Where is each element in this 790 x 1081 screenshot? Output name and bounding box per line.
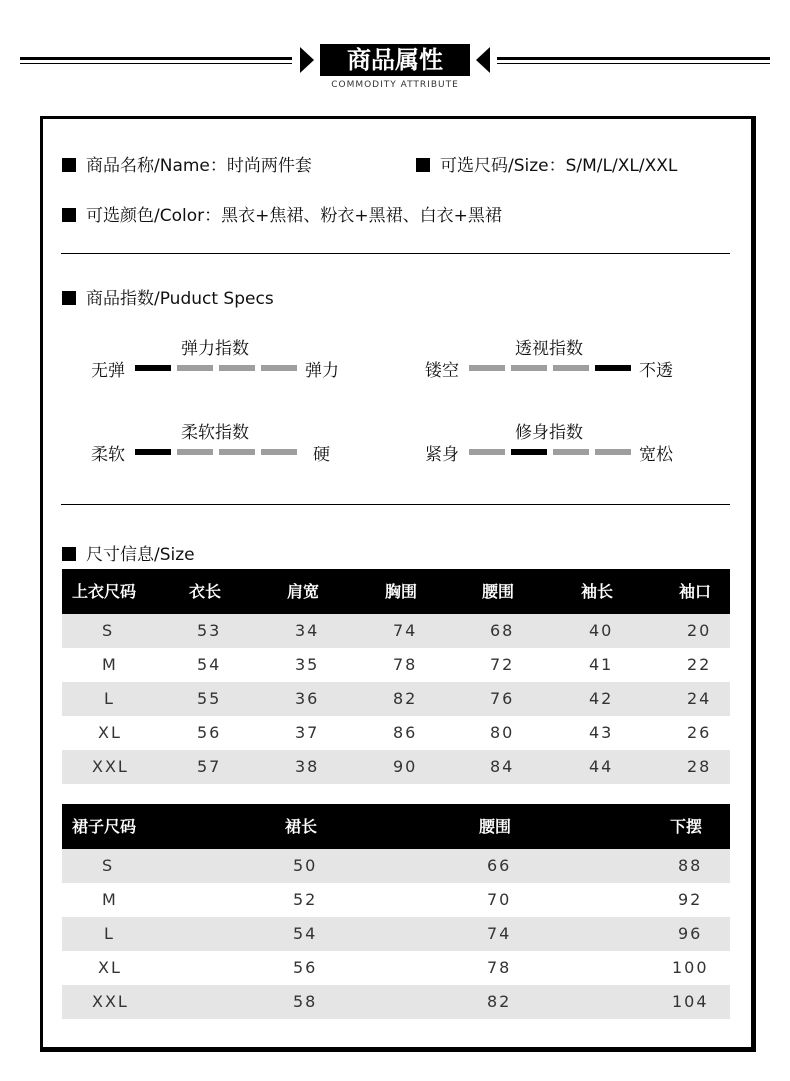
spec-bar-1 xyxy=(469,365,505,371)
spec-bar-1 xyxy=(135,365,171,371)
top-size-table xyxy=(62,569,730,784)
divider xyxy=(61,253,730,254)
spec-left-label: 无弹 xyxy=(91,361,125,381)
spec-title: 柔软指数 xyxy=(181,423,249,443)
header-cell: 下摆 xyxy=(670,817,703,836)
table-cell: 35 xyxy=(295,655,320,674)
header-cell: 衣长 xyxy=(189,582,222,601)
attr-name xyxy=(62,151,312,176)
table-row xyxy=(62,682,730,716)
table-cell: XL xyxy=(98,958,122,977)
table-cell: 84 xyxy=(490,757,515,776)
spec-title: 弹力指数 xyxy=(181,339,249,359)
table-cell: 26 xyxy=(687,723,712,742)
spec-bar-3 xyxy=(553,449,589,455)
table-cell: 38 xyxy=(295,757,320,776)
bullet-square-icon xyxy=(62,547,76,561)
header-cell: 肩宽 xyxy=(287,582,320,601)
table-cell: 82 xyxy=(487,992,512,1011)
attr-color-text: 可选颜色/Color：黑衣+焦裙、粉衣+黑裙、白衣+黑裙 xyxy=(86,206,502,226)
table-cell: 36 xyxy=(295,689,320,708)
spec-bar-4 xyxy=(595,449,631,455)
header-cell: 裙子尺码 xyxy=(72,817,137,836)
bullet-square-icon xyxy=(62,158,76,172)
header-rule-left xyxy=(20,57,292,60)
table-cell: XXL xyxy=(92,757,129,776)
table-cell: 66 xyxy=(487,856,512,875)
spec-bar-2 xyxy=(511,449,547,455)
spec-right-label: 硬 xyxy=(313,445,330,465)
table-cell: 57 xyxy=(197,757,222,776)
spec-right-label: 不透 xyxy=(639,361,673,381)
attr-name-text: 商品名称/Name：时尚两件套 xyxy=(86,156,312,176)
table-cell: XXL xyxy=(92,992,129,1011)
table-cell: 54 xyxy=(293,924,318,943)
table-cell: 96 xyxy=(678,924,703,943)
table-cell: 78 xyxy=(487,958,512,977)
table-cell: 20 xyxy=(687,621,712,640)
header-arrow-left-icon xyxy=(300,47,314,73)
header-rule-right xyxy=(497,57,770,60)
table-row xyxy=(62,614,730,648)
table-cell: 56 xyxy=(293,958,318,977)
table-cell: 68 xyxy=(490,621,515,640)
attr-size-text: 可选尺码/Size：S/M/L/XL/XXL xyxy=(440,156,678,176)
table-cell: 52 xyxy=(293,890,318,909)
table-cell: M xyxy=(102,655,118,674)
table-cell: 74 xyxy=(393,621,418,640)
table-cell: 24 xyxy=(687,689,712,708)
spec-bar-1 xyxy=(135,449,171,455)
bullet-square-icon xyxy=(416,158,430,172)
size-heading-text: 尺寸信息/Size xyxy=(86,545,195,565)
spec-fit xyxy=(425,418,725,468)
header-cell: 胸围 xyxy=(385,582,418,601)
table-cell: 37 xyxy=(295,723,320,742)
bullet-square-icon xyxy=(62,208,76,222)
table-cell: S xyxy=(102,621,115,640)
attr-color xyxy=(62,201,502,226)
spec-bar-4 xyxy=(261,449,297,455)
header-cell: 腰围 xyxy=(482,582,515,601)
specs-heading-text: 商品指数/Puduct Specs xyxy=(86,289,274,309)
table-row xyxy=(62,985,730,1019)
table-cell: 41 xyxy=(589,655,614,674)
table-header xyxy=(62,804,730,849)
spec-left-label: 紧身 xyxy=(425,445,459,465)
header-cell: 上衣尺码 xyxy=(72,582,137,601)
table-cell: 58 xyxy=(293,992,318,1011)
spec-bar-1 xyxy=(469,449,505,455)
table-cell: 42 xyxy=(589,689,614,708)
size-heading xyxy=(62,540,195,565)
spec-right-label: 宽松 xyxy=(639,445,673,465)
table-cell: S xyxy=(102,856,115,875)
table-cell: 88 xyxy=(678,856,703,875)
table-row xyxy=(62,750,730,784)
bullet-square-icon xyxy=(62,291,76,305)
table-cell: 90 xyxy=(393,757,418,776)
spec-title: 透视指数 xyxy=(515,339,583,359)
table-cell: 50 xyxy=(293,856,318,875)
table-cell: 43 xyxy=(589,723,614,742)
table-row xyxy=(62,849,730,883)
header-cell: 腰围 xyxy=(479,817,512,836)
table-cell: L xyxy=(104,689,115,708)
spec-right-label: 弹力 xyxy=(305,361,339,381)
table-cell: XL xyxy=(98,723,122,742)
table-cell: 86 xyxy=(393,723,418,742)
table-cell: 74 xyxy=(487,924,512,943)
spec-transparency xyxy=(425,334,725,384)
table-cell: 54 xyxy=(197,655,222,674)
divider xyxy=(61,504,730,505)
table-row xyxy=(62,951,730,985)
spec-bar-4 xyxy=(261,365,297,371)
table-cell: 40 xyxy=(589,621,614,640)
table-row xyxy=(62,883,730,917)
header-cell: 袖长 xyxy=(581,582,614,601)
table-header xyxy=(62,569,730,614)
table-cell: 80 xyxy=(490,723,515,742)
header-arrow-right-icon xyxy=(476,47,490,73)
header-rule-right-thin xyxy=(497,63,770,64)
table-cell: L xyxy=(104,924,115,943)
table-cell: 55 xyxy=(197,689,222,708)
spec-elasticity xyxy=(91,334,391,384)
header-cell: 袖口 xyxy=(679,582,712,601)
header-cell: 裙长 xyxy=(285,817,318,836)
spec-bar-3 xyxy=(553,365,589,371)
table-cell: 104 xyxy=(672,992,709,1011)
table-cell: 78 xyxy=(393,655,418,674)
table-cell: 76 xyxy=(490,689,515,708)
table-cell: 82 xyxy=(393,689,418,708)
spec-bar-2 xyxy=(177,449,213,455)
table-cell: 56 xyxy=(197,723,222,742)
page-subtitle: COMMODITY ATTRIBUTE xyxy=(331,80,459,90)
attr-size xyxy=(416,151,677,176)
table-cell: 34 xyxy=(295,621,320,640)
spec-title: 修身指数 xyxy=(515,423,583,443)
table-cell: 70 xyxy=(487,890,512,909)
header-rule-left-thin xyxy=(20,63,292,64)
table-row xyxy=(62,648,730,682)
table-cell: 100 xyxy=(672,958,709,977)
spec-left-label: 柔软 xyxy=(91,445,125,465)
table-row xyxy=(62,917,730,951)
spec-softness xyxy=(91,418,391,468)
spec-bar-4 xyxy=(595,365,631,371)
table-cell: 92 xyxy=(678,890,703,909)
spec-bar-3 xyxy=(219,449,255,455)
table-cell: 53 xyxy=(197,621,222,640)
table-cell: 72 xyxy=(490,655,515,674)
table-cell: 22 xyxy=(687,655,712,674)
table-cell: 44 xyxy=(589,757,614,776)
spec-bar-3 xyxy=(219,365,255,371)
table-cell: M xyxy=(102,890,118,909)
specs-heading xyxy=(62,284,274,309)
spec-left-label: 镂空 xyxy=(425,361,459,381)
skirt-size-table xyxy=(62,804,730,1019)
spec-bar-2 xyxy=(511,365,547,371)
spec-bar-2 xyxy=(177,365,213,371)
page-title: 商品属性 xyxy=(320,44,470,76)
table-row xyxy=(62,716,730,750)
table-cell: 28 xyxy=(687,757,712,776)
